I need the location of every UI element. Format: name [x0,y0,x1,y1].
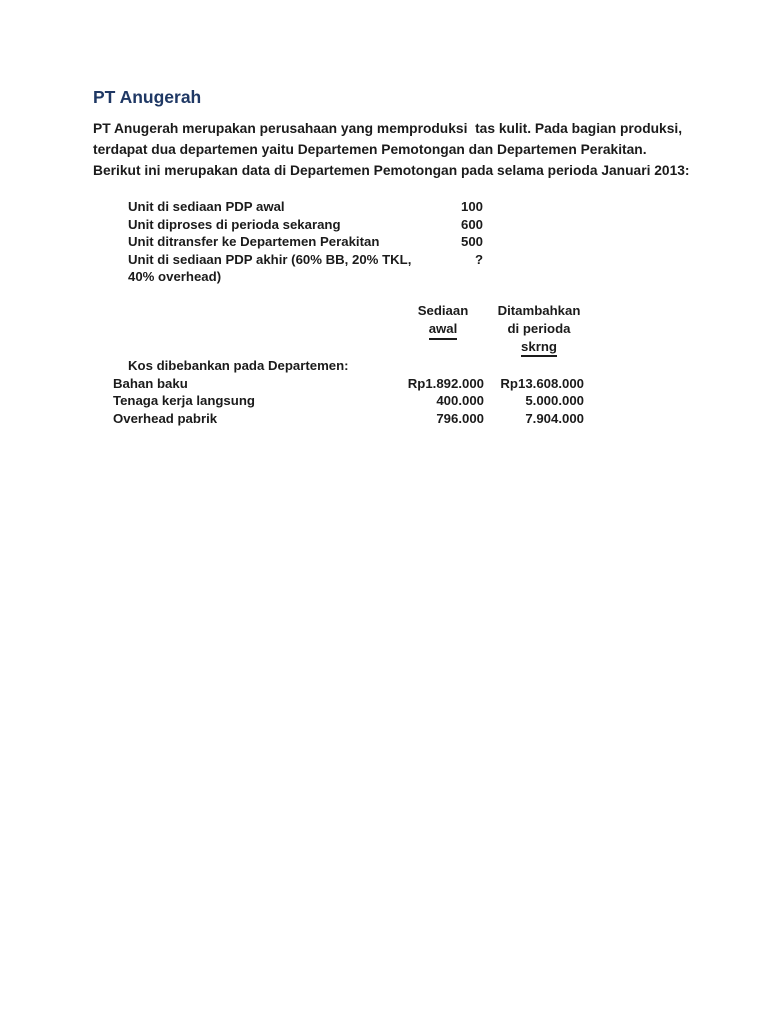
cost-table-header-row [93,302,708,357]
unit-row-pdp-akhir [128,251,708,286]
cost-row-sediaan-awal: 400.000 [436,393,484,409]
intro-line-1: PT Anugerah merupakan perusahaan yang memproduksi tas kulit. Pada bagian produksi, [93,121,683,136]
header-skrng-line: skrng [521,338,557,358]
unit-row-value: 600 [460,216,483,232]
cost-section-label: Kos dibebankan pada Departemen: [128,358,349,374]
header-ditambahkan-line: Ditambahkan [497,303,581,319]
unit-row-value: 100 [460,199,483,215]
cost-row-tenaga-kerja [93,392,708,410]
header-awal-line: awal [429,320,458,340]
page-title: PT Anugerah [93,87,202,107]
cost-row-sediaan-awal: Rp1.892.000 [407,375,484,391]
unit-row-diproses [128,216,708,233]
unit-row-value: 500 [460,234,483,250]
cost-row-overhead [93,410,708,428]
cost-row-ditambahkan: 7.904.000 [525,410,584,426]
intro-paragraph [93,119,708,181]
cost-row-label: Bahan baku [113,375,188,391]
unit-row-value: ? [474,251,483,267]
unit-row-pdp-awal [128,198,708,215]
cost-row-ditambahkan: 5.000.000 [525,393,584,409]
cost-row-label: Overhead pabrik [113,410,218,426]
unit-row-label: Unit diproses di perioda sekarang [128,216,341,232]
header-ditambahkan [494,302,584,357]
intro-line-3: Berikut ini merupakan data di Departemen Pemotongan pada selama perioda Januari 2013: [93,162,690,178]
document-content [0,0,768,428]
intro-line-2: terdapat dua departemen yaitu Departemen Pemotongan dan Departemen Perakitan. [93,141,647,157]
cost-row-sediaan-awal: 796.000 [436,410,484,426]
unit-row-label: Unit di sediaan PDP awal [128,199,285,215]
header-sediaan-line: Sediaan [417,303,469,319]
unit-data-list [128,198,708,285]
unit-row-ditransfer [128,233,708,250]
unit-row-label: Unit ditransfer ke Departemen Perakitan [128,234,380,250]
cost-row-bahan-baku [93,375,708,393]
cost-row-label: Tenaga kerja langsung [113,393,255,409]
cost-section-row [93,357,708,375]
header-sediaan-awal [402,302,484,339]
unit-row-label: Unit di sediaan PDP akhir (60% BB, 20% TKL, 40% overhead) [128,251,412,285]
header-di-perioda-line: di perioda [507,321,571,337]
cost-row-ditambahkan: Rp13.608.000 [500,375,584,391]
cost-table [93,302,708,427]
